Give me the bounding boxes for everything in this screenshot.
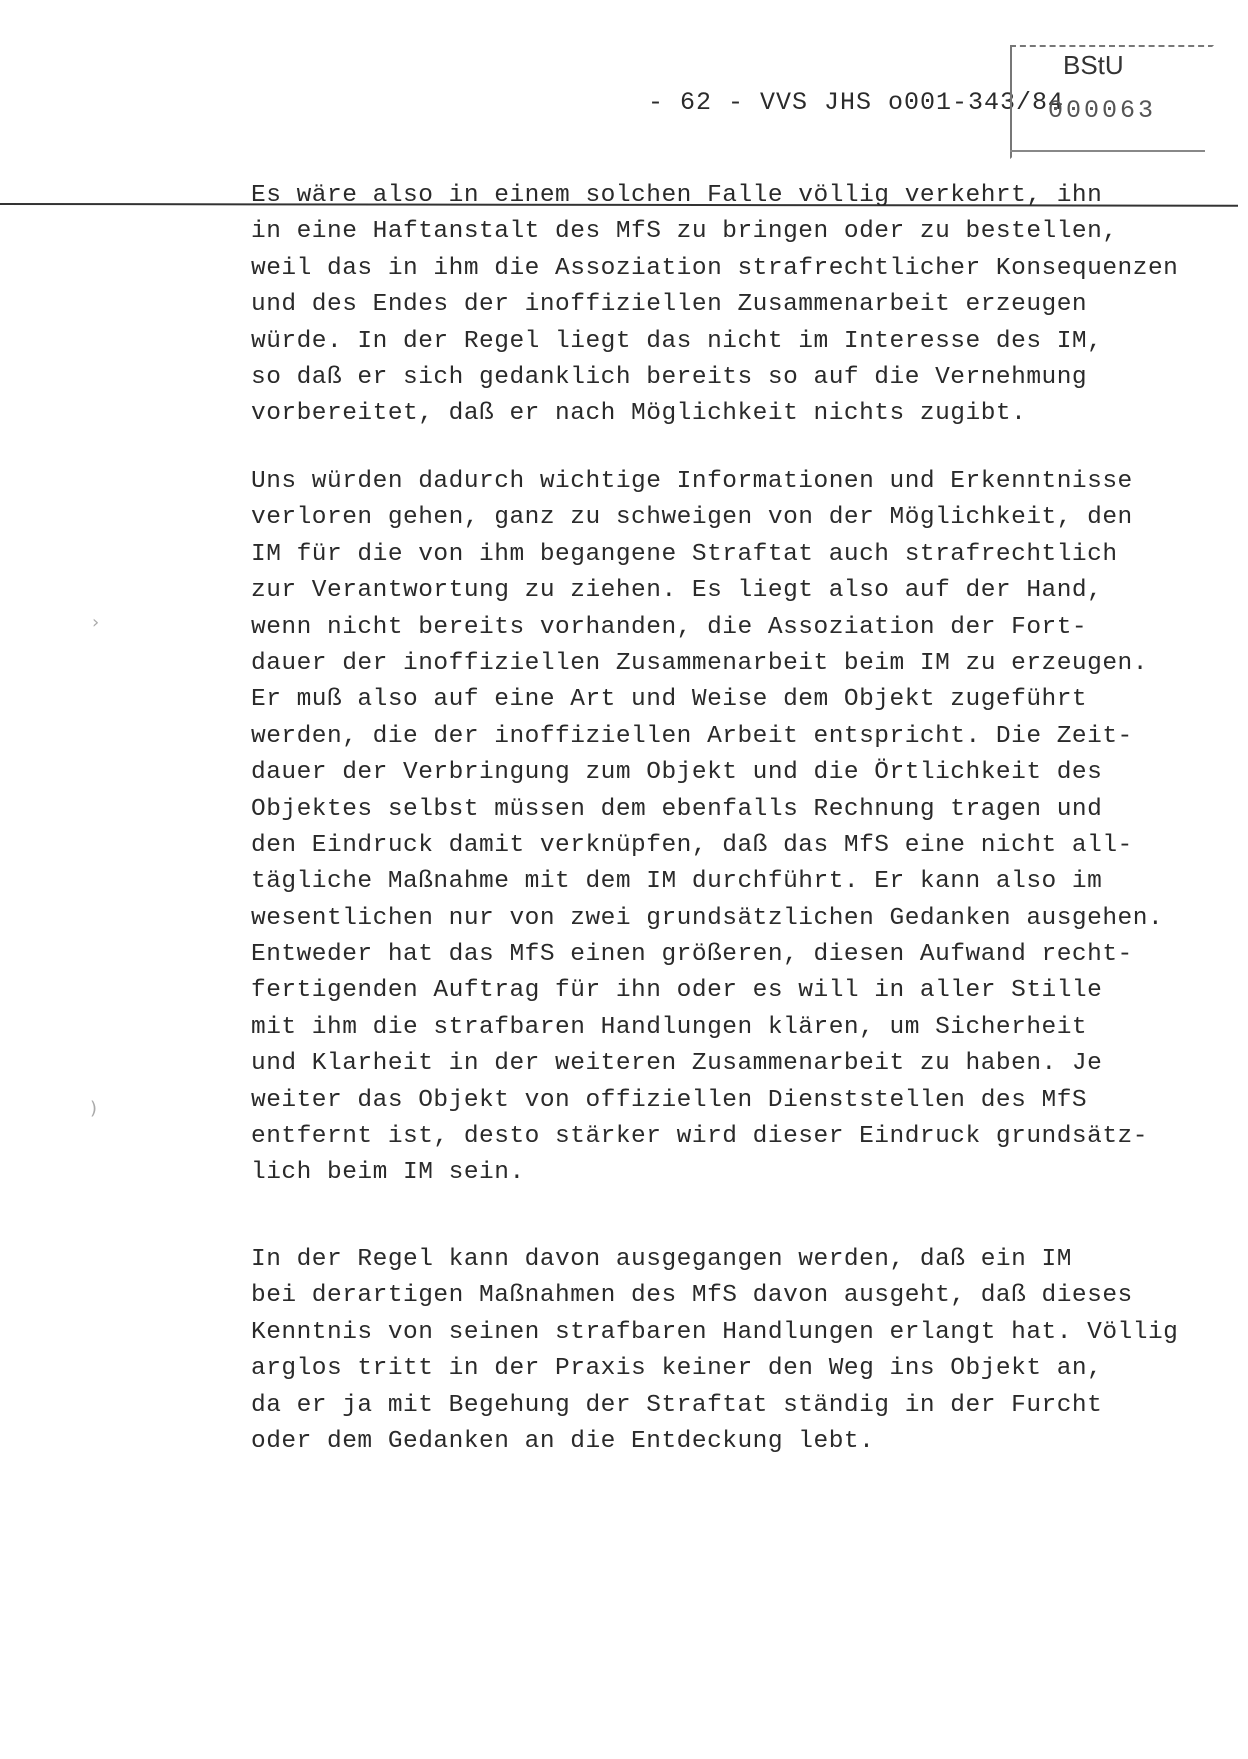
text-line: würde. In der Regel liegt das nicht im Interesse des IM, <box>251 327 1103 355</box>
text-line: fertigenden Auftrag für ihn oder es will in aller Stille <box>251 977 1103 1005</box>
text-line: wenn nicht bereits vorhanden, die Assoziation der Fort- <box>251 613 1088 641</box>
text-line: Es wäre also in einem solchen Falle völlig verkehrt, ihn <box>251 182 1103 209</box>
text-line: und Klarheit in der weiteren Zusammenarbeit zu haben. Je <box>251 1050 1103 1078</box>
text-line: tägliche Maßnahme mit dem IM durchführt. Er kann also im <box>251 868 1103 896</box>
archive-stamp-underline <box>1010 150 1205 152</box>
text-line: weiter das Objekt von offiziellen Dienststellen des MfS <box>251 1086 1088 1114</box>
text-line: verloren gehen, ganz zu schweigen von der Möglichkeit, den <box>251 504 1133 532</box>
text-line: vorbereitet, daß er nach Möglichkeit nichts zugibt. <box>251 400 1027 428</box>
paragraph-1 <box>251 178 1211 433</box>
text-line: zur Verantwortung zu ziehen. Es liegt also auf der Hand, <box>251 577 1103 605</box>
text-line: In der Regel kann davon ausgegangen werden, daß ein IM <box>251 1246 1072 1273</box>
text-line: lich beim IM sein. <box>251 1159 525 1187</box>
text-line: Er muß also auf eine Art und Weise dem Objekt zugeführt <box>251 686 1088 714</box>
text-line: dauer der Verbringung zum Objekt und die Örtlichkeit des <box>251 759 1103 787</box>
text-line: dauer der inoffiziellen Zusammenarbeit beim IM zu erzeugen. <box>251 649 1148 677</box>
text-line: weil das in ihm die Assoziation strafrechtlicher Konsequenzen <box>251 254 1179 282</box>
text-line: Entweder hat das MfS einen größeren, diesen Aufwand recht- <box>251 941 1133 969</box>
text-line: Objektes selbst müssen dem ebenfalls Rechnung tragen und <box>251 795 1103 823</box>
text-line: da er ja mit Begehung der Straftat ständig in der Furcht <box>251 1391 1103 1419</box>
margin-mark: › <box>92 612 100 633</box>
text-line: so daß er sich gedanklich bereits so auf die Vernehmung <box>251 363 1088 391</box>
paragraph-2 <box>251 464 1211 1192</box>
text-line: den Eindruck damit verknüpfen, daß das MfS eine nicht all- <box>251 831 1133 859</box>
text-line: mit ihm die strafbaren Handlungen klären, um Sicherheit <box>251 1013 1088 1041</box>
text-line: entfernt ist, desto stärker wird dieser Eindruck grundsätz- <box>251 1123 1148 1151</box>
text-line: arglos tritt in der Praxis keiner den Weg ins Objekt an, <box>251 1355 1103 1383</box>
archive-page-number: 000063 <box>1048 96 1157 125</box>
text-line: oder dem Gedanken an die Entdeckung lebt. <box>251 1427 875 1455</box>
text-line: und des Endes der inoffiziellen Zusammenarbeit erzeugen <box>251 291 1088 319</box>
archive-stamp-label: BStU <box>1063 50 1124 80</box>
page-reference: - 62 - VVS JHS o001-343/84 <box>648 88 1065 117</box>
text-line: IM für die von ihm begangene Straftat auch strafrechtlich <box>251 540 1118 568</box>
margin-mark: ) <box>90 1098 98 1119</box>
text-line: Kenntnis von seinen strafbaren Handlungen erlangt hat. Völlig <box>251 1318 1179 1346</box>
text-line: werden, die der inoffiziellen Arbeit entspricht. Die Zeit- <box>251 722 1133 750</box>
text-line: in eine Haftanstalt des MfS zu bringen oder zu bestellen, <box>251 218 1118 246</box>
text-line: Uns würden dadurch wichtige Informationen und Erkenntnisse <box>251 468 1133 495</box>
text-line: bei derartigen Maßnahmen des MfS davon ausgeht, daß dieses <box>251 1282 1133 1310</box>
paragraph-3 <box>251 1242 1211 1460</box>
text-line: wesentlichen nur von zwei grundsätzlichen Gedanken ausgehen. <box>251 904 1164 932</box>
